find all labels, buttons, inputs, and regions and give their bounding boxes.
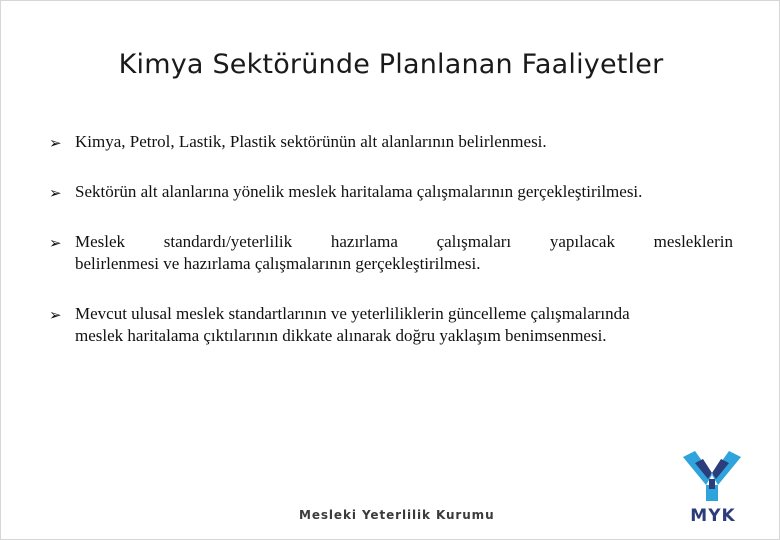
- institution-name: Mesleki Yeterlilik Kurumu: [299, 508, 495, 522]
- bullet-item: [49, 231, 733, 275]
- bullet-item: [49, 181, 733, 203]
- arrow-bullet-icon: ➢: [49, 234, 62, 252]
- bullet-text-line: meslek haritalama çıktılarının dikkate alınarak doğru yaklaşım benimsenmesi.: [75, 326, 607, 345]
- bullet-item: [49, 131, 733, 153]
- bullet-list: [49, 131, 733, 375]
- logo-text: MYK: [690, 506, 736, 526]
- arrow-bullet-icon: ➢: [49, 184, 62, 202]
- bullet-text: Kimya, Petrol, Lastik, Plastik sektörünün alt alanlarının belirlenmesi.: [75, 132, 547, 151]
- bullet-text-line: Meslek standardı/yeterlilik hazırlama çalışmaları yapılacak mesleklerin: [75, 232, 733, 251]
- bullet-text-line: Mevcut ulusal meslek standartlarının ve yeterliliklerin güncelleme çalışmalarında: [75, 304, 630, 323]
- bullet-text-line: belirlenmesi ve hazırlama çalışmalarının gerçekleştirilmesi.: [75, 254, 481, 273]
- bullet-item: [49, 303, 733, 347]
- bullet-text: Sektörün alt alanlarına yönelik meslek haritalama çalışmalarının gerçekleştirilmesi.: [75, 182, 643, 201]
- arrow-bullet-icon: ➢: [49, 306, 62, 324]
- slide-title: Kimya Sektöründe Planlanan Faaliyetler: [118, 49, 664, 80]
- arrow-bullet-icon: ➢: [49, 134, 62, 152]
